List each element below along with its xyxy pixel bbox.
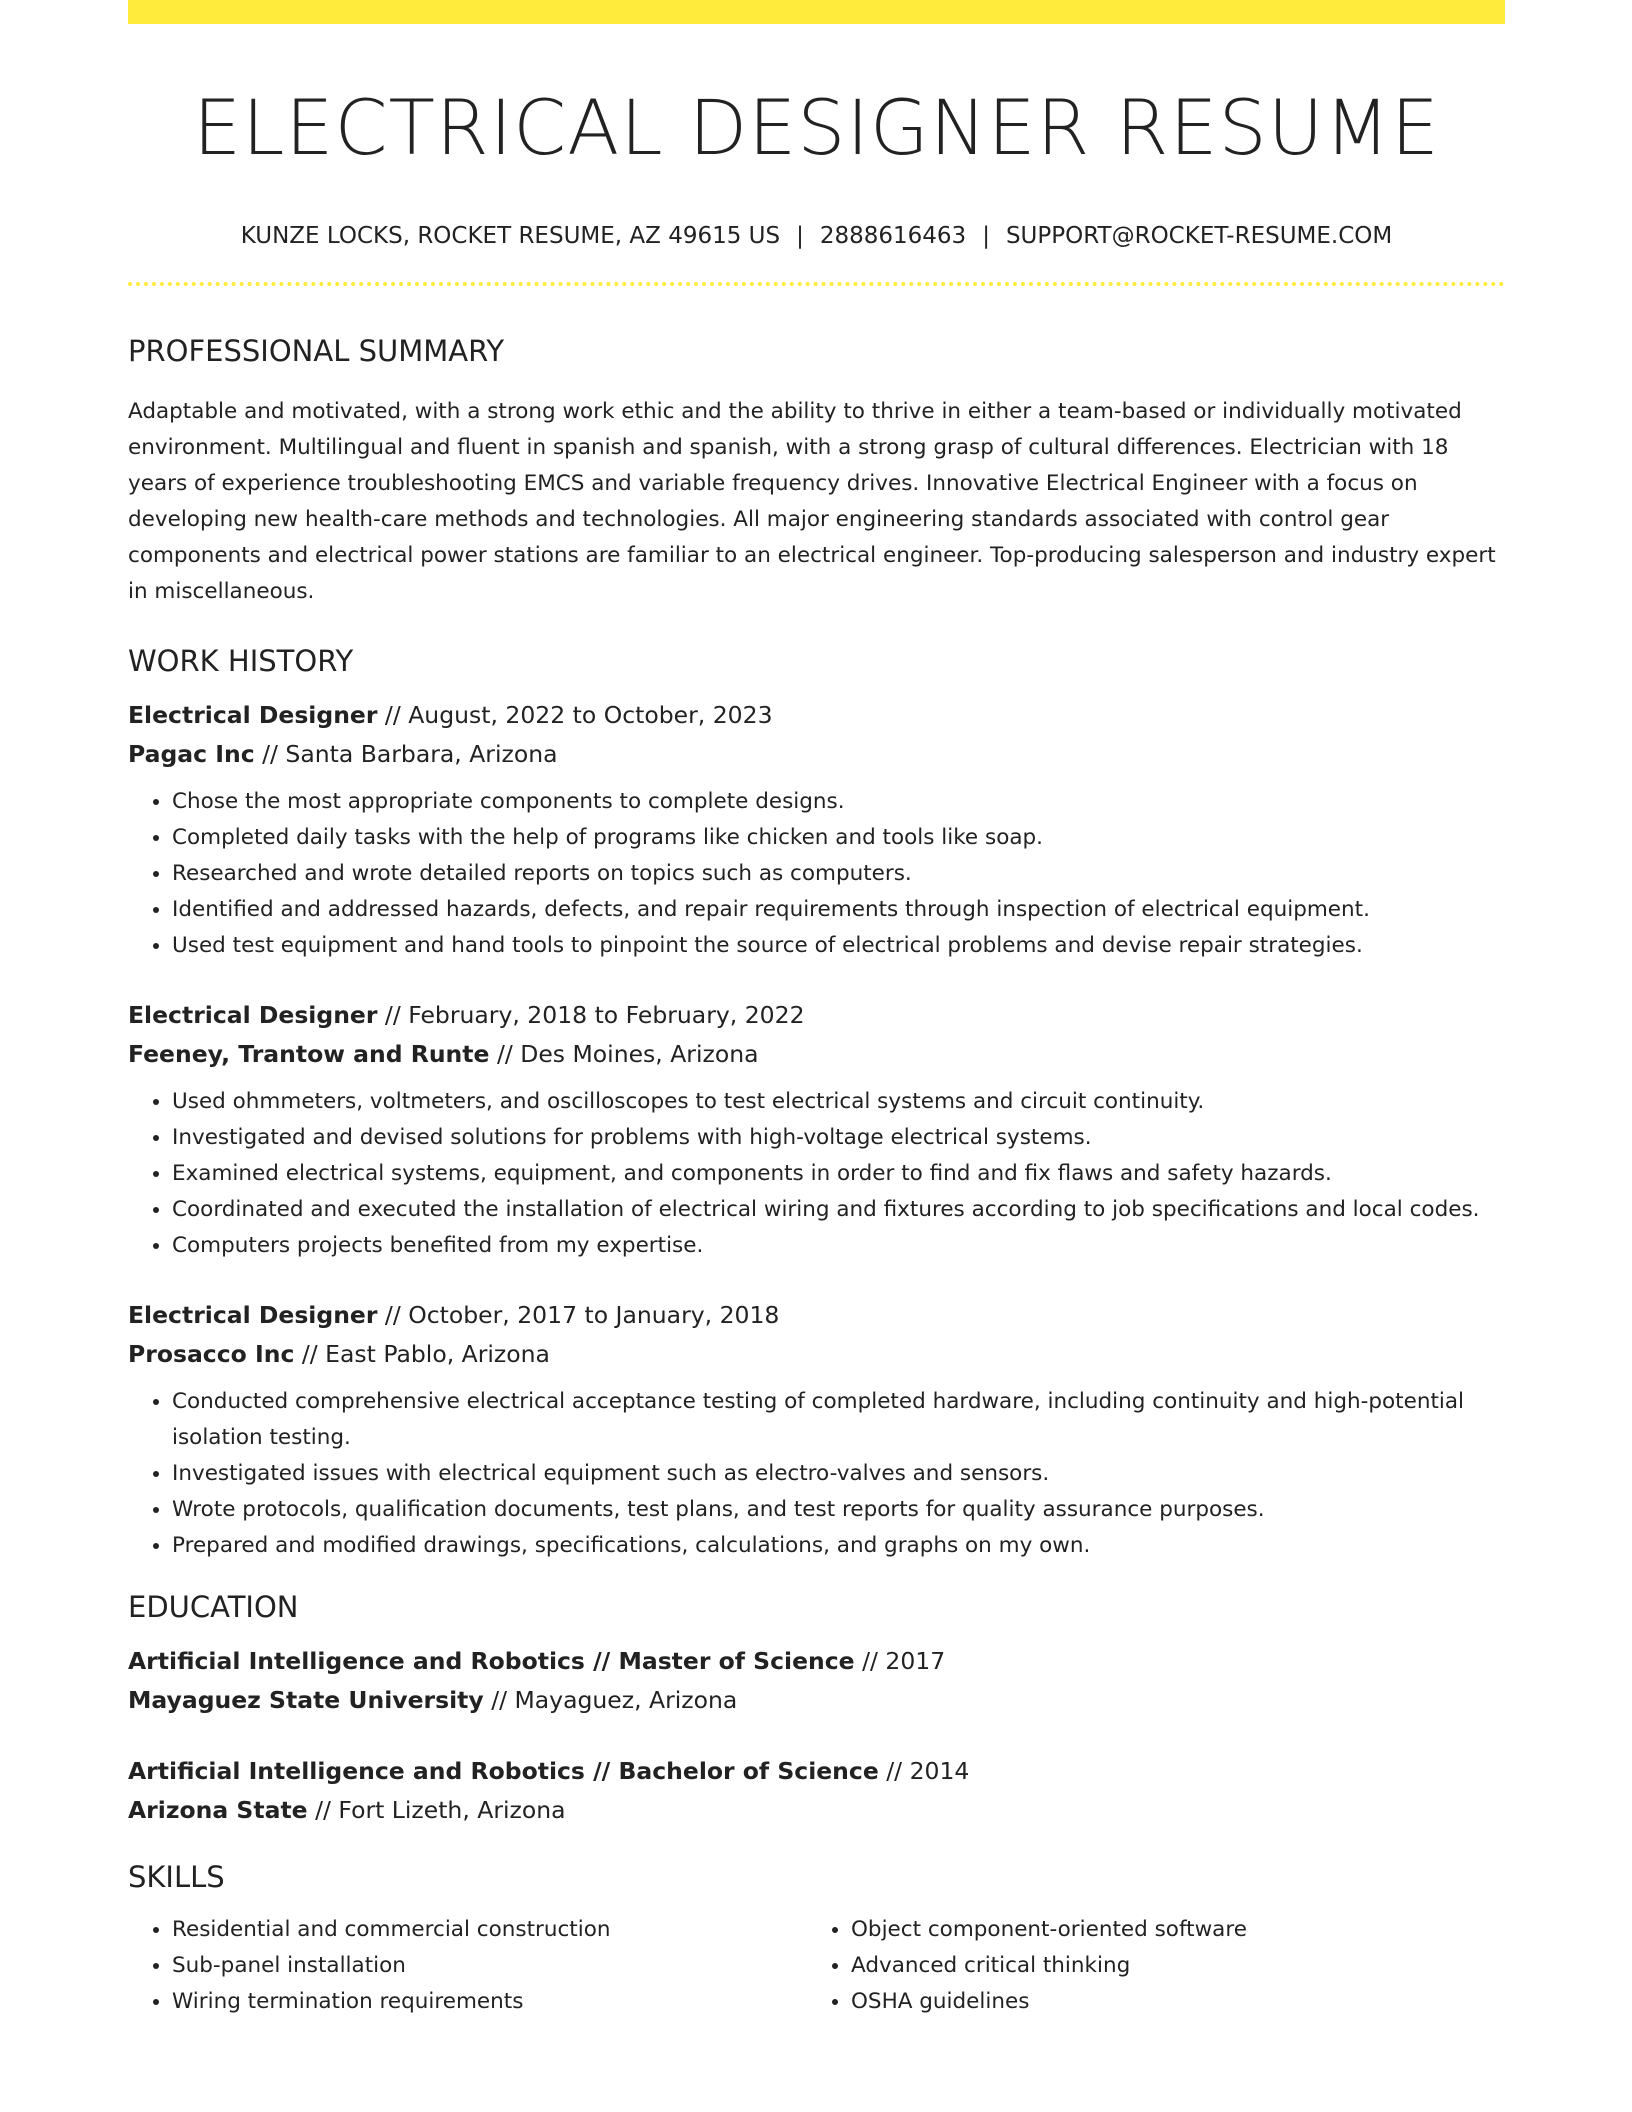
education-school: Arizona State [128, 1796, 308, 1825]
job-dates: // February, 2018 to February, 2022 [377, 1001, 805, 1030]
education-degree-line [128, 1752, 1505, 1791]
skills-heading: SKILLS [128, 1860, 225, 1895]
job-company-line [128, 1335, 1505, 1374]
job-title: Electrical Designer [128, 701, 378, 730]
skill-item: • Sub-panel installation [172, 1948, 807, 1984]
job-title-line [128, 996, 1505, 1035]
dotted-divider [128, 282, 1505, 286]
list-item: • Used test equipment and hand tools to pinpoint the source of electrical problems and devise repair strategies. [172, 928, 1505, 964]
list-item: • Chose the most appropriate components to complete designs. [172, 784, 1505, 820]
education-location: // Mayaguez, Arizona [483, 1686, 738, 1715]
education-heading: EDUCATION [128, 1590, 299, 1625]
job-title: Electrical Designer [128, 1001, 378, 1030]
list-item: • Examined electrical systems, equipment, and components in order to find and fix flaws and safety hazards. [172, 1156, 1505, 1192]
list-item: • Completed daily tasks with the help of programs like chicken and tools like soap. [172, 820, 1505, 856]
job-company-line [128, 735, 1505, 774]
summary-text: Adaptable and motivated, with a strong work ethic and the ability to thrive in either a team-based or individually motivated environment. Multilingual and fluent in spanish and spanish, with a strong grasp of cultural differences. Electrician with 18 years of experience troubleshooting EMCS and variable frequency drives. Innovative Electrical Engineer with a focus on developing new health-care methods and technologies. All major engineering standards associated with control gear components and electrical power stations are familiar to an electrical engineer. Top-producing salesperson and industry expert in miscellaneous. [128, 399, 1496, 605]
job-title: Electrical Designer [128, 1301, 378, 1330]
job-title-line [128, 1296, 1505, 1335]
job-company: Pagac Inc [128, 740, 255, 769]
work-history-heading: WORK HISTORY [128, 644, 354, 679]
summary-heading: PROFESSIONAL SUMMARY [128, 334, 505, 369]
list-item: • Investigated and devised solutions for problems with high-voltage electrical systems. [172, 1120, 1505, 1156]
list-item: • Researched and wrote detailed reports on topics such as computers. [172, 856, 1505, 892]
job-location: // East Pablo, Arizona [294, 1340, 550, 1369]
education-location: // Fort Lizeth, Arizona [307, 1796, 566, 1825]
page-title: ELECTRICAL DESIGNER RESUME [193, 83, 1440, 172]
contact-line [128, 223, 1505, 249]
contact-email: SUPPORT@ROCKET-RESUME.COM [1005, 223, 1393, 250]
job-entry [128, 996, 1505, 1264]
skills-grid [128, 1912, 1505, 2020]
list-item: • Identified and addressed hazards, defects, and repair requirements through inspection of electrical equipment. [172, 892, 1505, 928]
skill-item: • Object component-oriented software [851, 1912, 1486, 1948]
skill-item: • OSHA guidelines [851, 1984, 1486, 2020]
job-bullets [128, 1084, 1505, 1264]
education-degree: Artificial Intelligence and Robotics // Bachelor of Science [128, 1757, 879, 1786]
contact-address: KUNZE LOCKS, ROCKET RESUME, AZ 49615 US [240, 223, 781, 250]
contact-separator: | [982, 223, 990, 250]
job-dates: // October, 2017 to January, 2018 [377, 1301, 780, 1330]
education-degree: Artificial Intelligence and Robotics // Master of Science [128, 1647, 855, 1676]
education-year: // 2014 [878, 1757, 970, 1786]
education-school-line [128, 1791, 1505, 1830]
education-entry [128, 1752, 1505, 1830]
job-location: // Des Moines, Arizona [489, 1040, 759, 1069]
job-company: Prosacco Inc [128, 1340, 295, 1369]
education-degree-line [128, 1642, 1505, 1681]
resume-page [128, 0, 1505, 2020]
skills-list-right [807, 1912, 1486, 2020]
accent-top-bar [128, 0, 1505, 24]
education-year: // 2017 [854, 1647, 946, 1676]
education-school: Mayaguez State University [128, 1686, 484, 1715]
job-company-line [128, 1035, 1505, 1074]
job-bullets [128, 1384, 1505, 1564]
skill-item: • Advanced critical thinking [851, 1948, 1486, 1984]
contact-phone: 2888616463 [819, 223, 967, 250]
list-item: • Conducted comprehensive electrical acceptance testing of completed hardware, including continuity and high-potential isolation testing. [172, 1384, 1505, 1456]
job-dates: // August, 2022 to October, 2023 [377, 701, 773, 730]
list-item: • Wrote protocols, qualification documents, test plans, and test reports for quality assurance purposes. [172, 1492, 1505, 1528]
list-item: • Investigated issues with electrical equipment such as electro-valves and sensors. [172, 1456, 1505, 1492]
skills-list-left [128, 1912, 807, 2020]
job-bullets [128, 784, 1505, 964]
skill-item: • Residential and commercial construction [172, 1912, 807, 1948]
list-item: • Used ohmmeters, voltmeters, and oscilloscopes to test electrical systems and circuit continuity. [172, 1084, 1505, 1120]
contact-separator: | [796, 223, 804, 250]
job-company: Feeney, Trantow and Runte [128, 1040, 490, 1069]
job-entry [128, 696, 1505, 964]
skill-item: • Wiring termination requirements [172, 1984, 807, 2020]
education-entry [128, 1642, 1505, 1720]
job-entry [128, 1296, 1505, 1564]
job-location: // Santa Barbara, Arizona [254, 740, 558, 769]
list-item: • Prepared and modified drawings, specifications, calculations, and graphs on my own. [172, 1528, 1505, 1564]
list-item: • Coordinated and executed the installation of electrical wiring and fixtures according to job specifications and local codes. [172, 1192, 1505, 1228]
job-title-line [128, 696, 1505, 735]
list-item: • Computers projects benefited from my expertise. [172, 1228, 1505, 1264]
education-school-line [128, 1681, 1505, 1720]
